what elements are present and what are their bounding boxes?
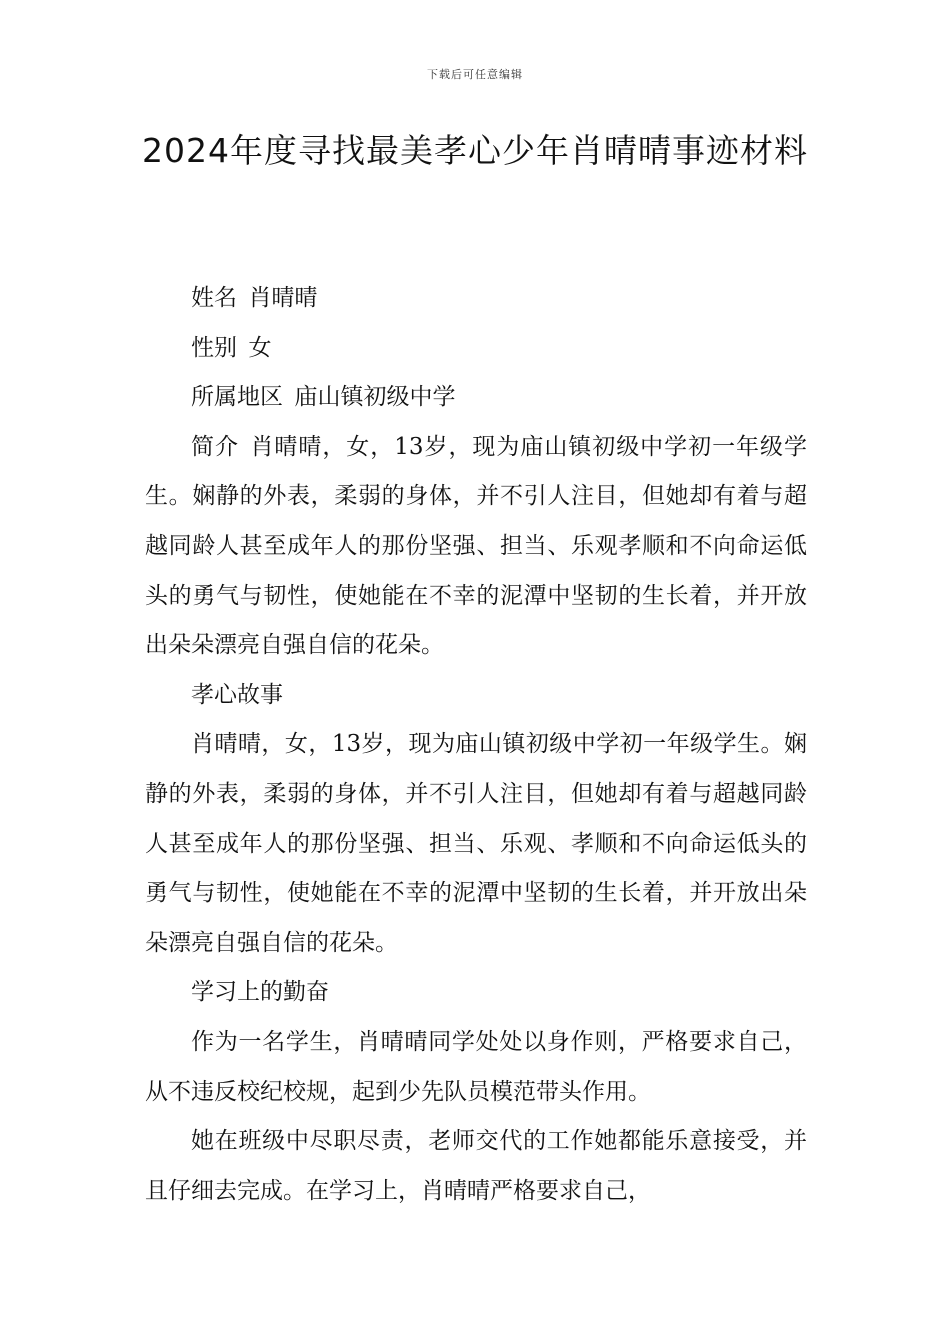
- field-intro: [145, 423, 807, 671]
- study-paragraph-1: 作为一名学生，肖晴晴同学处处以身作则，严格要求自己，从不违反校纪校规，起到少先队员模范带头作用。: [145, 1028, 807, 1105]
- field-name-label: 姓名: [191, 285, 237, 311]
- section-heading-story: 孝心故事: [191, 681, 283, 708]
- header-note: 下载后可任意编辑: [427, 68, 523, 81]
- field-name: [145, 274, 807, 324]
- story-paragraph: 肖晴晴，女，13岁，现为庙山镇初级中学初一年级学生。娴静的外表，柔弱的身体，并不引人注目，但她却有着与超越同龄人甚至成年人的那份坚强、担当、乐观、孝顺和不向命运低头的勇气与韧性，使她能在不幸的泥潭中坚韧的生长着，并开放出朵朵漂亮自强自信的花朵。: [145, 731, 807, 956]
- section-heading-study: 学习上的勤奋: [191, 979, 329, 1006]
- field-intro-label: 简介: [191, 433, 239, 460]
- field-gender: [145, 324, 807, 374]
- document-body: [145, 274, 807, 1216]
- field-region-value: 庙山镇初级中学: [294, 384, 456, 411]
- field-gender-label: 性别: [191, 334, 237, 361]
- field-region-label: 所属地区: [191, 384, 283, 411]
- field-gender-value: 女: [248, 334, 272, 361]
- study-paragraph-2: 她在班级中尽职尽责，老师交代的工作她都能乐意接受，并且仔细去完成。在学习上，肖晴晴严格要求自己，: [145, 1128, 807, 1204]
- field-intro-value: 肖晴晴，女，13岁，现为庙山镇初级中学初一年级学生。娴静的外表，柔弱的身体，并不引人注目，但她却有着与超越同龄人甚至成年人的那份坚强、担当、乐观孝顺和不向命运低头的勇气与韧性，使她能在不幸的泥潭中坚韧的生长着，并开放出朵朵漂亮自强自信的花朵。: [145, 433, 807, 659]
- field-region: [145, 373, 807, 423]
- document-title: 2024年度寻找最美孝心少年肖晴晴事迹材料: [142, 131, 808, 170]
- field-name-value: 肖晴晴: [248, 285, 318, 311]
